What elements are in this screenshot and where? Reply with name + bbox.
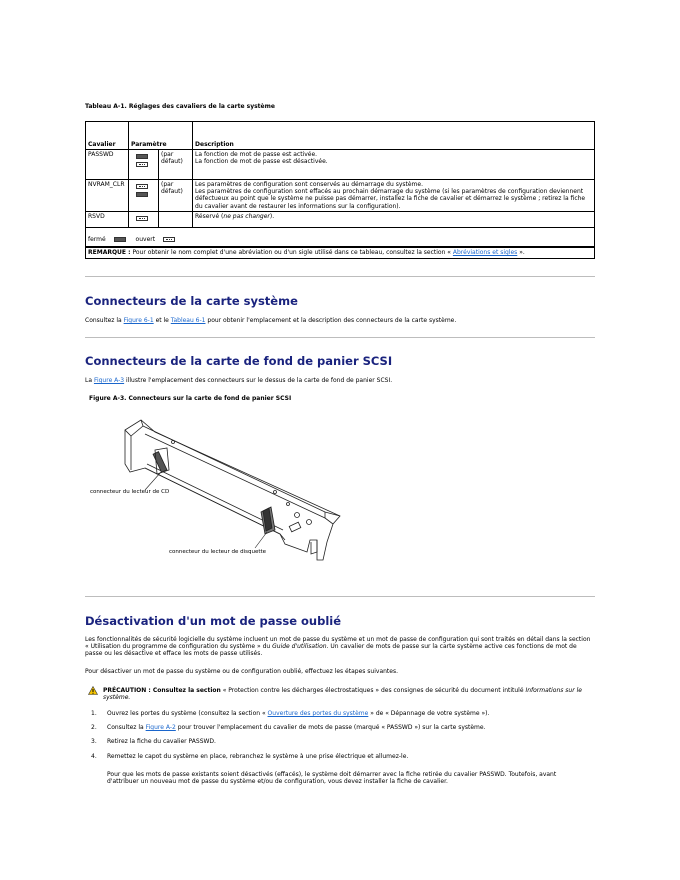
caution-note: PRÉCAUTION : Consultez la section « Protection contre les décharges électrostatiques » des consignes de sécurité du document intitulé Informations sur le système. (103, 687, 582, 702)
section-title: Désactivation d'un mot de passe oublié (85, 614, 342, 628)
scsi-backplane-figure (85, 412, 355, 562)
cell-jumper: RSVD (86, 211, 129, 227)
header-description: Description (193, 122, 595, 150)
cell-description: Réservé (ne pas changer). (193, 211, 595, 227)
table-header-row (86, 122, 595, 150)
steps-list (85, 710, 595, 767)
figure-label-floppy: connecteur du lecteur de disquette (169, 549, 267, 555)
section-paragraph: La Figure A-3 illustre l'emplacement des connecteurs sur le dessus de la carte de fond de panier SCSI. (85, 377, 393, 384)
divider (85, 337, 595, 338)
header-setting: Paramètre (129, 122, 193, 150)
table-row (86, 211, 595, 227)
table-legend-row (86, 227, 595, 247)
section-paragraph: Les fonctionnalités de sécurité logicielle du système incluent un mot de passe du système et un mot de passe de configuration qui sont traités en détail dans la section « Utilisation du programme de configuration du système » du Guide d'utilisation. Un cavalier de mots de passe sur la carte système active ces fonctions de mot de passe ou les désactive et efface les mots de passe utilisés. (85, 636, 591, 658)
jumper-closed-icon (136, 192, 148, 197)
list-item: 1. Ouvrez les portes du système (consultez la section « Ouverture des portes du système » de « Dépannage de votre système »). (91, 710, 490, 717)
table-row (86, 150, 595, 180)
jumper-open-icon (136, 184, 148, 189)
figure-a-3-link[interactable]: Figure A-3 (93, 377, 125, 384)
section-paragraph: Pour désactiver un mot de passe du système ou de configuration oublié, effectuez les étapes suivantes. (85, 668, 399, 675)
table-caption: Tableau A-1. Réglages des cavaliers de la carte système (85, 103, 275, 110)
cell-default: (par défaut) (159, 150, 193, 180)
figure-6-1-link[interactable]: Figure 6-1 (123, 317, 154, 324)
section-paragraph: Consultez la Figure 6-1 et le Tableau 6-1 pour obtenir l'emplacement et la description des connecteurs de la carte système. (85, 317, 457, 324)
jumper-open-icon (163, 237, 175, 242)
open-doors-link[interactable]: Ouverture des portes du système (267, 710, 369, 717)
cell-jumper: PASSWD (86, 150, 129, 180)
cell-jumper: NVRAM_CLR (86, 180, 129, 212)
jumper-settings-table (85, 121, 595, 259)
figure-caption: Figure A-3. Connecteurs sur la carte de fond de panier SCSI (89, 395, 292, 402)
section-title: Connecteurs de la carte de fond de panier SCSI (85, 354, 393, 368)
figure-a-2-link[interactable]: Figure A-2 (145, 724, 176, 732)
cell-description: La fonction de mot de passe est activée. La fonction de mot de passe est désactivée. (193, 150, 595, 180)
warning-icon (88, 686, 98, 695)
abbreviations-link[interactable]: Abréviations et sigles (452, 249, 518, 257)
cell-default (159, 211, 193, 227)
table-row (86, 180, 595, 212)
list-item: 2. Consultez la Figure A-2 pour trouver l'emplacement du cavalier de mots de passe (marqué « PASSWD ») sur la carte système. (91, 724, 486, 732)
cell-jumper-images (129, 211, 159, 227)
jumper-closed-icon (114, 237, 126, 242)
table-note-row (86, 247, 595, 258)
table-note: REMARQUE : Pour obtenir le nom complet d'une abréviation ou d'un sigle utilisé dans ce tableau, consultez la section « Abréviations et sigles ». (86, 247, 595, 258)
header-jumper: Cavalier (86, 122, 129, 150)
jumper-open-icon (136, 162, 148, 167)
cell-default: (par défaut) (159, 180, 193, 212)
cell-description: Les paramètres de configuration sont conservés au démarrage du système. Les paramètres de configuration sont effacés au prochain démarrage du système (si les paramètres de configuration deviennent défectueux au point que le système ne puisse pas démarrer, installez la fiche de cavalier et démarrez le système ; retirez la fiche du cavalier avant de restaurer les informations sur la configuration). (193, 180, 595, 212)
list-item: 4. Remettez le capot du système en place, rebranchez le système à une prise électrique et allumez-le. (91, 752, 409, 760)
table-6-1-link[interactable]: Tableau 6-1 (170, 317, 206, 324)
final-paragraph: Pour que les mots de passe existants soient désactivés (effacés), le système doit démarrer avec la fiche retirée du cavalier PASSWD. Toutefois, avant d'attribuer un nouveau mot de passe du système et/ou de configuration, vous devez installer la fiche de cavalier. (107, 771, 557, 786)
list-item: 3. Retirez la fiche du cavalier PASSWD. (91, 738, 216, 746)
section-title: Connecteurs de la carte système (85, 294, 298, 308)
cell-jumper-images (129, 180, 159, 212)
divider (85, 276, 595, 277)
cell-jumper-images (129, 150, 159, 180)
divider (85, 596, 595, 597)
figure-label-cd: connecteur du lecteur de CD (90, 489, 170, 495)
jumper-closed-icon (136, 154, 148, 159)
jumper-legend: fermé ouvert (86, 227, 595, 247)
jumper-open-icon (136, 216, 148, 221)
